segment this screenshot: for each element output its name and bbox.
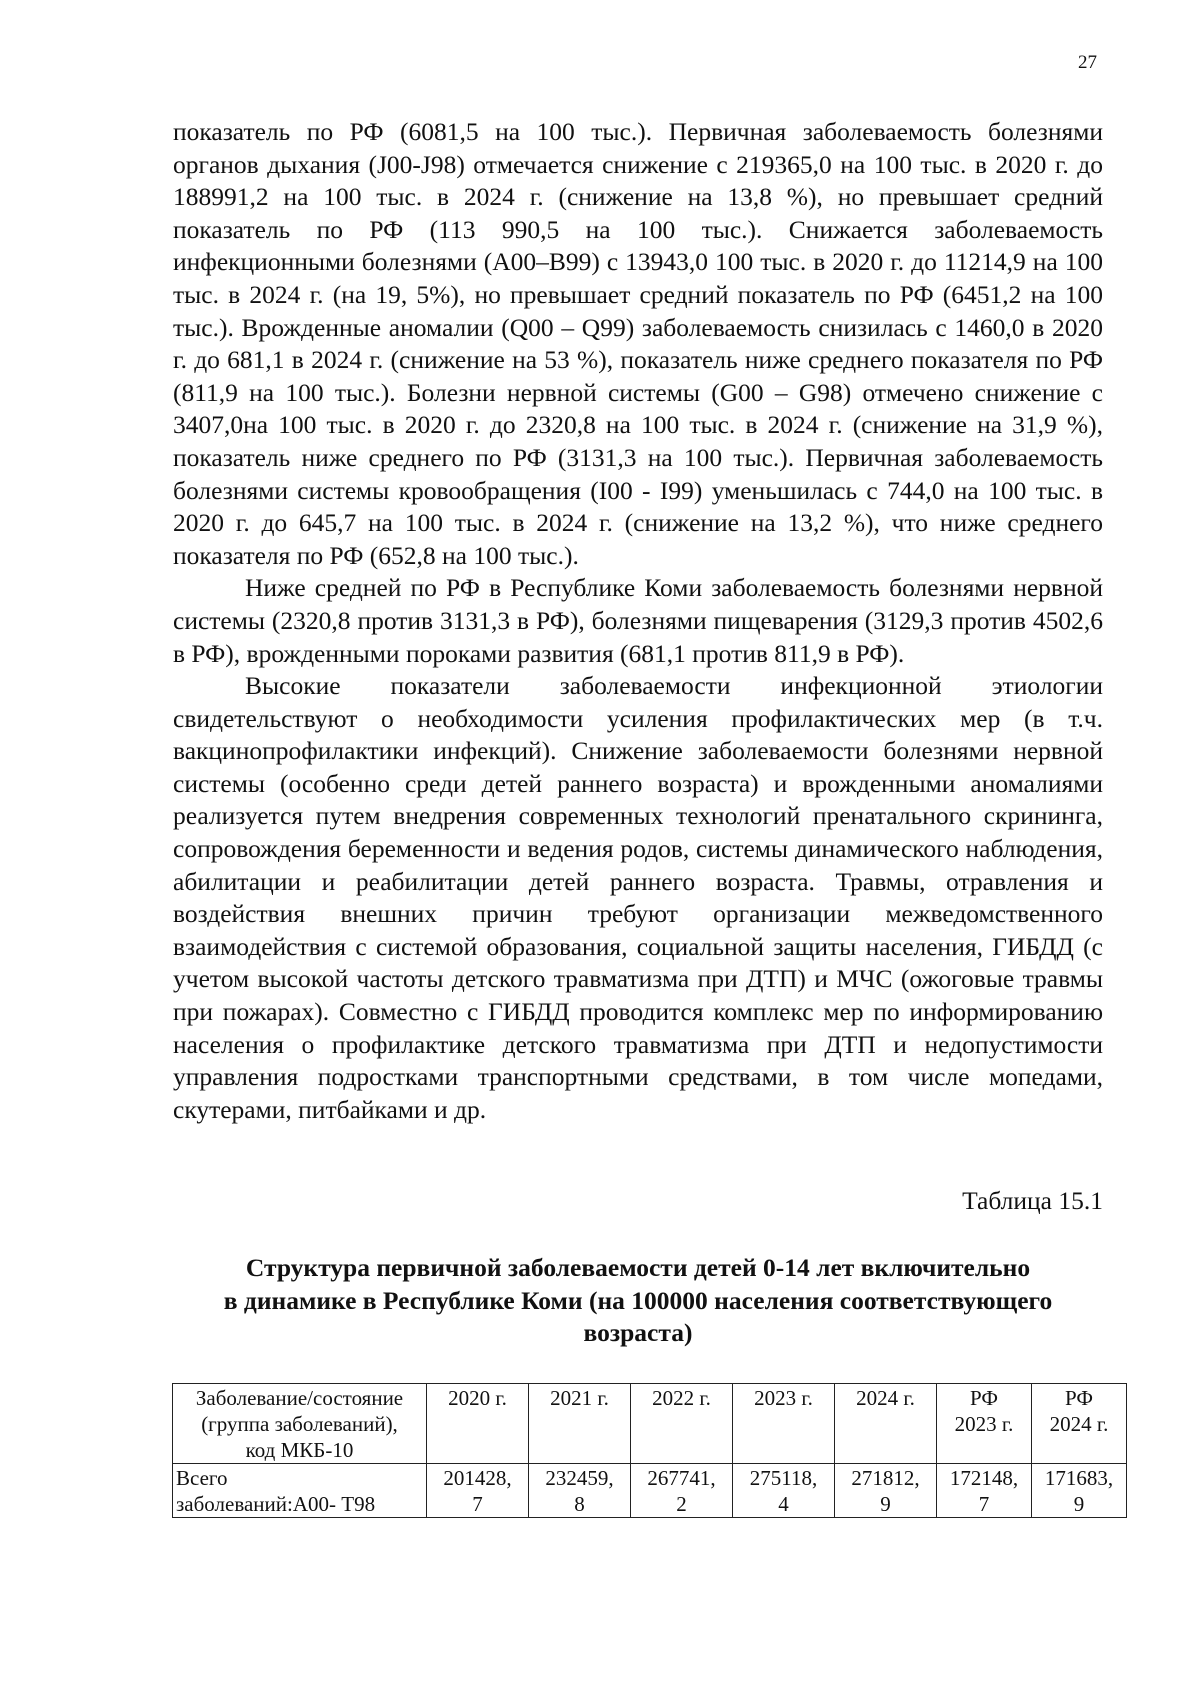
table-title-line: Структура первичной заболеваемости детей 0-14 лет включительно — [245, 1253, 1031, 1282]
table-cell-rf-2023: 172148, 7 — [937, 1464, 1032, 1518]
table-cell-2022: 267741, 2 — [631, 1464, 733, 1518]
table-title-line: возраста) — [583, 1318, 693, 1348]
table-cell-2020: 201428, 7 — [427, 1464, 529, 1518]
table-cell-rf-2024: 171683, 9 — [1032, 1464, 1127, 1518]
table-cell-condition: Всего заболеваний:А00- Т98 — [173, 1464, 427, 1518]
table-cell-2023: 275118, 4 — [733, 1464, 835, 1518]
table-cell-2024: 271812, 9 — [835, 1464, 937, 1518]
header-cell-rf-2024: РФ 2024 г. — [1032, 1384, 1127, 1464]
table-header-row — [173, 1384, 1127, 1464]
paragraph: показатель по РФ (6081,5 на 100 тыс.). Первичная заболеваемость болезнями органов дыхания (J00-J98) отмечается снижение с 219365,0 на 100 тыс. в 2020 г. до 188991,2 на 100 тыс. в 2024 г. (снижение на 13,8 %), но превышает средний показатель по РФ (113 990,5 на 100 тыс.). Снижается заболеваемость инфекционными болезнями (А00–В99) с 13943,0 100 тыс. в 2020 г. до 11214,9 на 100 тыс. в 2024 г. (на 19, 5%), но превышает средний показатель по РФ (6451,2 на 100 тыс.). Врожденные аномалии (Q00 – Q99) заболеваемость снизилась с 1460,0 в 2020 г. до 681,1 в 2024 г. (снижение на 53 %), показатель ниже среднего показателя по РФ (811,9 на 100 тыс.). Болезни нервной системы (G00 – G98) отмечено снижение с 3407,0на 100 тыс. в 2020 г. до 2320,8 на 100 тыс. в 2024 г. (снижение на 31,9 %), показатель ниже среднего по РФ (3131,3 на 100 тыс.). Первичная заболеваемость болезнями системы кровообращения (I00 - I99) уменьшилась с 744,0 на 100 тыс. в 2020 г. до 645,7 на 100 тыс. в 2024 г. (снижение на 13,2 %), что ниже среднего показателя по РФ (652,8 на 100 тыс.). — [173, 117, 1103, 570]
header-cell-2023: 2023 г. — [733, 1384, 835, 1464]
header-cell-2022: 2022 г. — [631, 1384, 733, 1464]
table-cell-2021: 232459, 8 — [529, 1464, 631, 1518]
paragraph: Высокие показатели заболеваемости инфекционной этиологии свидетельствуют о необходимости усиления профилактических мер (в т.ч. вакцинопрофилактики инфекций). Снижение заболеваемости болезнями нервной системы (особенно среди детей раннего возраста) и врожденными аномалиями реализуется путем внедрения современных технологий пренатального скрининга, сопровождения беременности и ведения родов, системы динамического наблюдения, абилитации и реабилитации детей раннего возраста. Травмы, отравления и воздействия внешних причин требуют организации межведомственного взаимодействия с системой образования, социальной защиты населения, ГИБДД (с учетом высокой частоты детского травматизма при ДТП) и МЧС (ожоговые травмы при пожарах). Совместно с ГИБДД проводится комплекс мер по информированию населения о профилактике детского травматизма при ДТП и недопустимости управления подростками транспортными средствами, в том числе мопедами, скутерами, питбайками и др. — [173, 671, 1103, 1124]
table-title — [173, 1252, 1103, 1350]
header-cell-condition: Заболевание/состояние (группа заболеваний), код МКБ-10 — [173, 1384, 427, 1464]
page-number: 27 — [1078, 52, 1097, 73]
header-cell-2024: 2024 г. — [835, 1384, 937, 1464]
morbidity-table — [172, 1383, 1127, 1518]
header-cell-2021: 2021 г. — [529, 1384, 631, 1464]
table-title-line: в динамике в Республике Коми (на 100000 населения соответствующего — [223, 1285, 1053, 1315]
header-cell-rf-2023: РФ 2023 г. — [937, 1384, 1032, 1464]
body-text — [173, 116, 1103, 1126]
table-caption: Таблица 15.1 — [962, 1186, 1103, 1215]
table-row — [173, 1464, 1127, 1518]
header-cell-2020: 2020 г. — [427, 1384, 529, 1464]
paragraph: Ниже средней по РФ в Республике Коми заболеваемость болезнями нервной системы (2320,8 против 3131,3 в РФ), болезнями пищеварения (3129,3 против 4502,6 в РФ), врожденными пороками развития (681,1 против 811,9 в РФ). — [173, 573, 1103, 668]
